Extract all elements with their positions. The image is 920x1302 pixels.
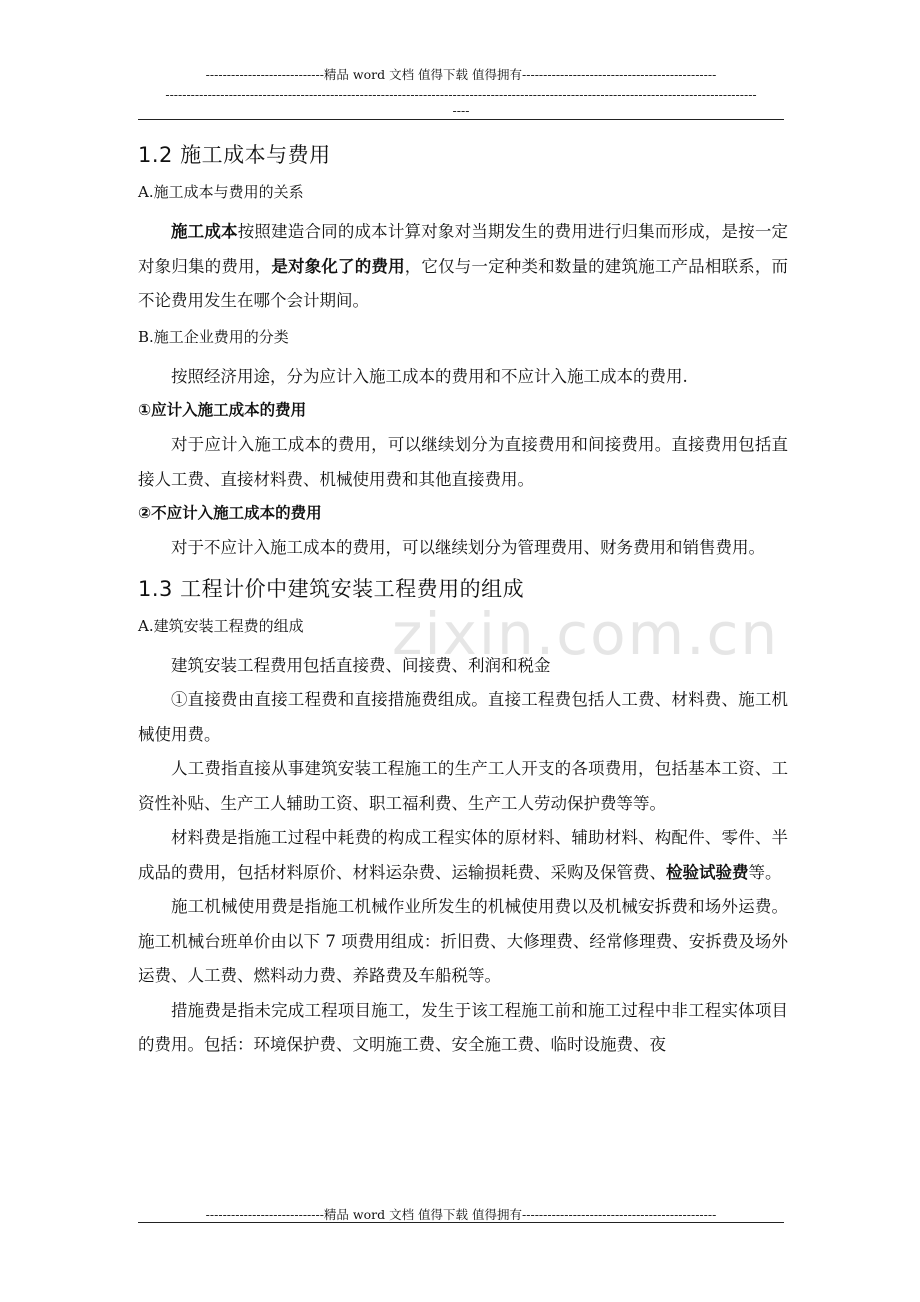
paragraph-measure-cost: 措施费是指未完成工程项目施工，发生于该工程施工前和施工过程中非工程实体项目的费用。包括：环境保护费、文明施工费、安全施工费、临时设施费、夜	[138, 1000, 788, 1054]
bold-term-construction-cost: 施工成本	[171, 222, 238, 241]
watermark: zixin.com.cn	[392, 600, 780, 668]
text-span: 按照建造合同的成本计算对象对当期发生的费用进行归集而形成，是按一定对象归集的费用，	[138, 222, 789, 276]
paragraph-machinery-cost: 施工机械使用费是指施工机械作业所发生的机械使用费以及机械安拆费和场外运费。施工机械台班单价由以下 7 项费用组成：折旧费、大修理费、经常修理费、安拆费及场外运费、人工费、燃料动力费、养路费及车船税等。	[138, 897, 788, 985]
paragraph-excluded-costs: 对于不应计入施工成本的费用，可以继续划分为管理费用、财务费用和销售费用。	[171, 538, 765, 557]
section-1-2-title: 1.2 施工成本与费用	[138, 143, 331, 167]
text-span: ，它仅与一定种类和数量的建筑施工产品相联系，而不论费用发生在哪个会计期间。	[138, 256, 789, 310]
section-1-3-a-title: A.建筑安装工程费的组成	[138, 616, 304, 635]
header-line-1: ----------------------------精品 word 文档 值得下载 值得拥有----------------------------------------------	[205, 67, 717, 82]
paragraph-cost-definition	[138, 215, 788, 319]
header-line-3: ----	[452, 103, 470, 118]
text-span: 材料费是指施工过程中耗费的构成工程实体的原材料、辅助材料、构配件、零件、半成品的费用，包括材料原价、材料运杂费、运输损耗费、采购及保管费、	[138, 828, 788, 882]
section-1-3-title: 1.3 工程计价中建筑安装工程费用的组成	[138, 576, 525, 601]
paragraph-included-costs: 对于应计入施工成本的费用，可以继续划分为直接费用和间接费用。直接费用包括直接人工费、直接材料费、机械使用费和其他直接费用。	[138, 435, 788, 489]
heading-included-costs: ①应计入施工成本的费用	[138, 401, 307, 419]
paragraph-classification: 按照经济用途，分为应计入施工成本的费用和不应计入施工成本的费用.	[171, 366, 688, 386]
document-body	[138, 140, 788, 1063]
text-span: 等。	[748, 862, 782, 882]
bold-term-inspection-fee: 检验试验费	[666, 862, 749, 882]
section-1-2-a-title: A.施工成本与费用的关系	[138, 183, 304, 201]
paragraph-direct-cost: ①直接费由直接工程费和直接措施费组成。直接工程费包括人工费、材料费、施工机械使用费。	[138, 690, 788, 744]
footer-line-1: ----------------------------精品 word 文档 值得下载 值得拥有----------------------------------------------	[205, 1207, 717, 1222]
header-line-2: --------------------------------------------------------------------------------------------------------------------------------------------	[165, 87, 757, 102]
bold-term-objectified-cost: 是对象化了的费用	[271, 256, 405, 276]
paragraph-labor-cost: 人工费指直接从事建筑安装工程施工的生产工人开支的各项费用，包括基本工资、工资性补贴、生产工人辅助工资、职工福利费、生产工人劳动保护费等等。	[138, 759, 788, 813]
paragraph-material-cost	[138, 821, 788, 890]
heading-excluded-costs: ②不应计入施工成本的费用	[138, 504, 322, 522]
paragraph-fee-composition: 建筑安装工程费用包括直接费、间接费、利润和税金	[171, 655, 551, 675]
section-1-2-b-title: B.施工企业费用的分类	[138, 327, 289, 346]
